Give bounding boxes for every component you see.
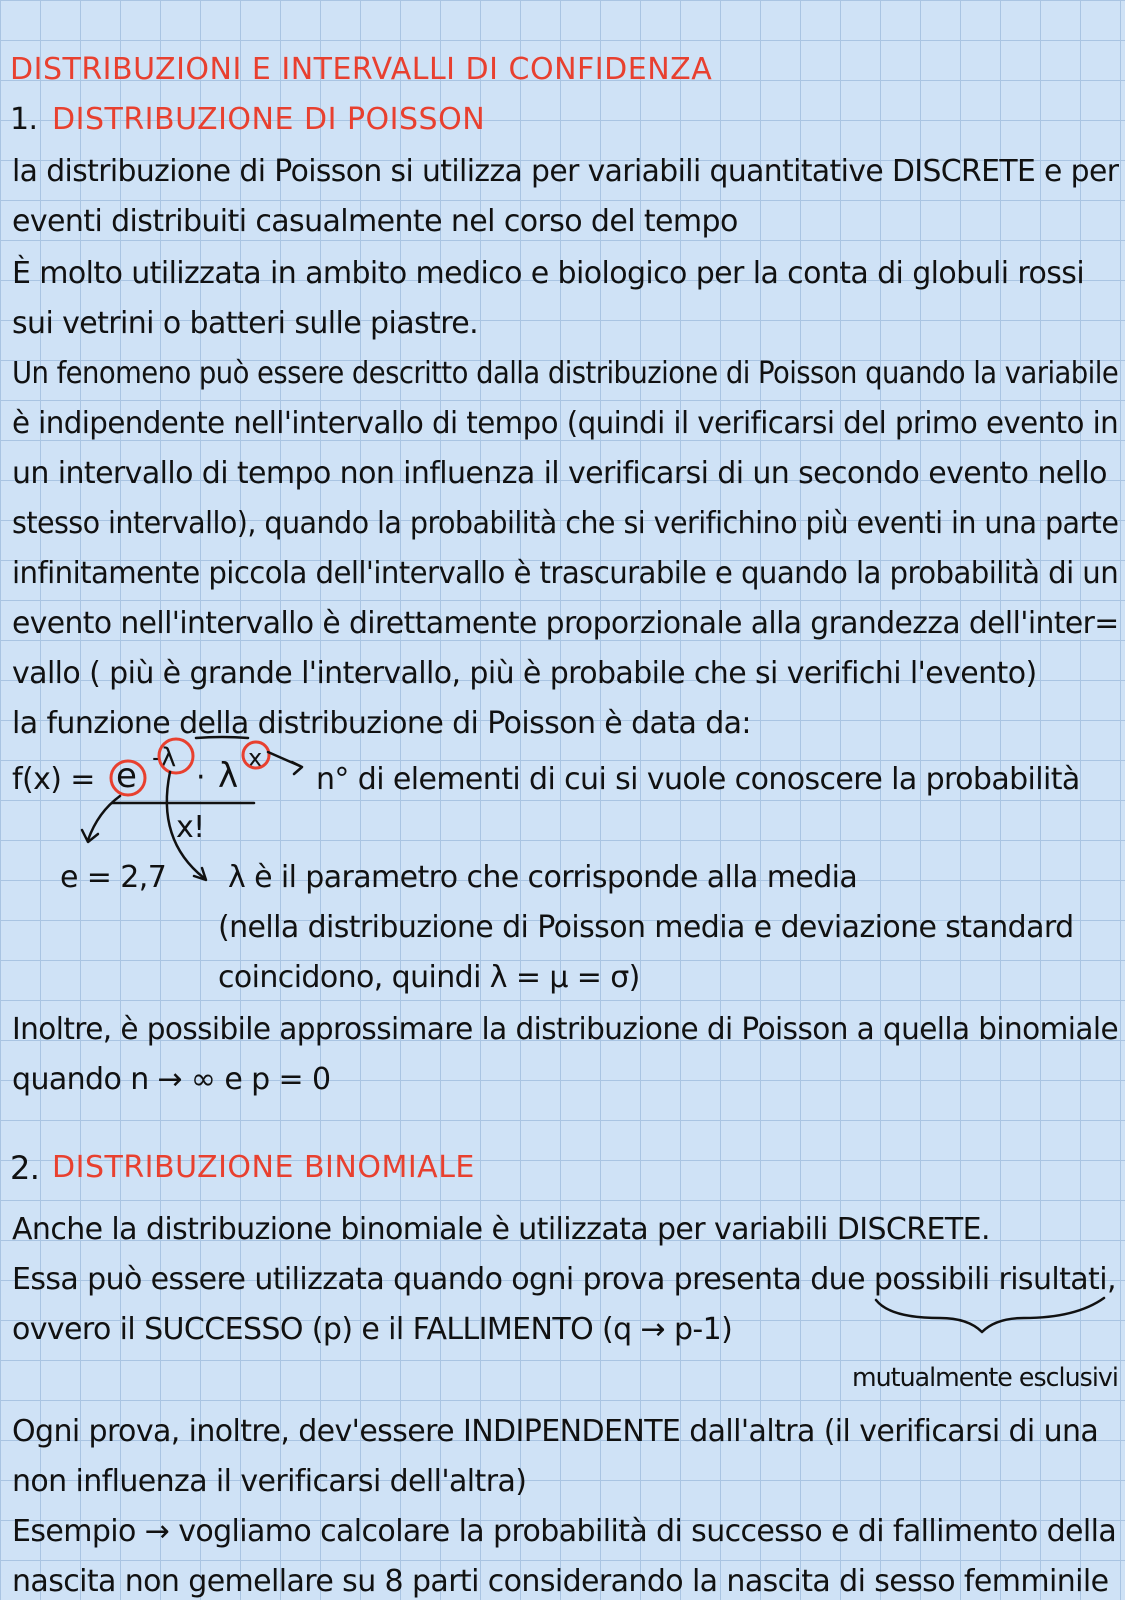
x-arrowhead — [292, 762, 302, 774]
formula-lambda: λ — [218, 756, 238, 796]
s2-line: non influenza il verificarsi dell'altra) — [12, 1464, 527, 1499]
s1-line: la distribuzione di Poisson si utilizza per variabili quantitative DISCRETE e per — [12, 154, 1119, 189]
formula-e: e — [116, 756, 137, 796]
s2-line: Ogni prova, inoltre, dev'essere INDIPENDENTE dall'altra (il verificarsi di una — [12, 1414, 1099, 1449]
s1-line: eventi distribuiti casualmente nel corso del tempo — [12, 204, 738, 239]
formula-neg-lambda: -λ — [152, 743, 176, 773]
e-arrow — [88, 796, 120, 840]
e-arrowhead — [82, 830, 98, 842]
lambda-note: λ è il parametro che corrisponde alla media — [228, 860, 858, 895]
section2-heading: DISTRIBUZIONE BINOMIALE — [52, 1150, 475, 1185]
formula-x-exponent: x — [248, 744, 262, 772]
s1-line: evento nell'intervallo è direttamente proporzionale alla grandezza dell'inter= — [12, 606, 1119, 641]
lambda-note-2: (nella distribuzione di Poisson media e deviazione standard — [218, 910, 1074, 945]
x-note: n° di elementi di cui si vuole conoscere la probabilità — [316, 762, 1080, 797]
s1-after-line: quando n → ∞ e p = 0 — [12, 1062, 331, 1097]
s1-line: la funzione della distribuzione di Poisson è data da: — [12, 706, 751, 741]
s1-line: Un fenomeno può essere descritto dalla distribuzione di Poisson quando la variabile — [12, 356, 1119, 391]
brace-note: mutualmente esclusivi — [852, 1363, 1118, 1393]
x-arrow — [268, 752, 300, 766]
s2-line: Esempio → vogliamo calcolare la probabilità di successo e di fallimento della — [12, 1514, 1117, 1549]
s1-line: stesso intervallo), quando la probabilità che si verifichino più eventi in una parte — [12, 506, 1119, 541]
s1-line: infinitamente piccola dell'intervallo è trascurabile e quando la probabilità di un — [12, 556, 1119, 591]
lambda-arrowhead — [194, 868, 206, 880]
page-title: DISTRIBUZIONI E INTERVALLI DI CONFIDENZA — [10, 52, 713, 87]
s2-line: Anche la distribuzione binomiale è utilizzata per variabili DISCRETE. — [12, 1212, 990, 1247]
s1-line: sui vetrini o batteri sulle piastre. — [12, 306, 479, 341]
e-value: e = 2,7 — [60, 860, 167, 895]
section2-number: 2. — [10, 1149, 40, 1187]
s1-line: È molto utilizzata in ambito medico e biologico per la conta di globuli rossi — [12, 256, 1085, 291]
formula-denominator: x! — [176, 810, 205, 845]
s2-line: ovvero il SUCCESSO (p) e il FALLIMENTO (q → p-1) — [12, 1312, 733, 1347]
s2-line: nascita non gemellare su 8 parti considerando la nascita di sesso femminile — [12, 1564, 1109, 1599]
s1-line: un intervallo di tempo non influenza il verificarsi di un secondo evento nello — [12, 456, 1107, 491]
formula-dot: · — [196, 760, 205, 795]
s1-line: vallo ( più è grande l'intervallo, più è probabile che si verifichi l'evento) — [12, 656, 1037, 691]
curly-brace — [876, 1298, 1104, 1332]
s1-after-line: Inoltre, è possibile approssimare la distribuzione di Poisson a quella binomiale — [12, 1012, 1119, 1047]
s2-line: Essa può essere utilizzata quando ogni prova presenta due possibili risultati, — [12, 1262, 1116, 1297]
section1-number: 1. — [10, 102, 38, 137]
section1-heading: DISTRIBUZIONE DI POISSON — [52, 102, 486, 137]
s1-line: è indipendente nell'intervallo di tempo (quindi il verificarsi del primo evento in — [12, 406, 1119, 441]
formula-lhs: f(x) = — [12, 762, 95, 797]
lambda-note-3: coincidono, quindi λ = μ = σ) — [218, 960, 640, 995]
